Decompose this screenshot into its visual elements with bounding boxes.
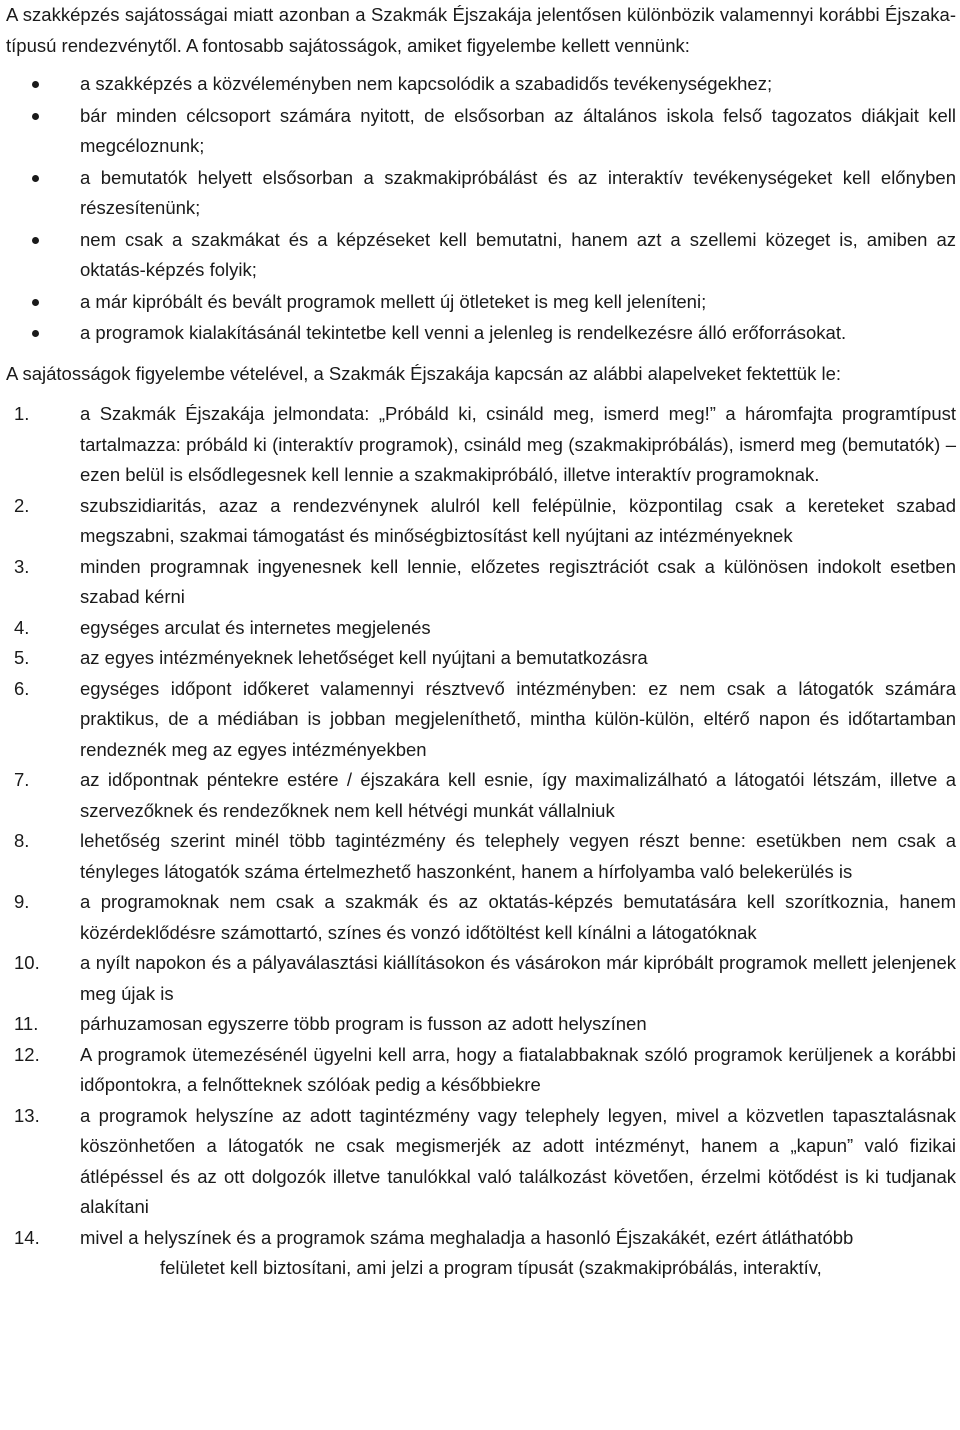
list-item: 5. az egyes intézményeknek lehetőséget kell nyújtani a bemutatkozásra — [6, 643, 960, 674]
principles-lead: A sajátosságok figyelembe vételével, a Szakmák Éjszakája kapcsán az alábbi alapelveket fektettük le: — [6, 362, 842, 384]
list-item: 14. mivel a helyszínek és a programok száma meghaladja a hasonló Éjszakákét, ezért átláthatóbb — [6, 1223, 960, 1254]
list-item: a programok kialakításánál tekintetbe kell venni a jelenleg is rendelkezésre álló erőforrásokat. — [6, 318, 960, 349]
principles-list — [6, 399, 960, 1253]
list-item: a szakképzés a közvéleményben nem kapcsolódik a szabadidős tevékenységekhez; — [6, 69, 960, 100]
list-item: a bemutatók helyett elsősorban a szakmakipróbálást és az interaktív tevékenységeket kell előnyben részesítenünk; — [6, 163, 960, 224]
list-item: 7. az időpontnak péntekre estére / éjszakára kell esnie, így maximalizálható a látogatói létszám, illetve a szervezőknek és rendezőknek nem kell hétvégi munkát vállalniuk — [6, 765, 960, 826]
list-item: bár minden célcsoport számára nyitott, de elsősorban az általános iskola felső tagozatos diákjait kell megcéloznunk; — [6, 101, 960, 162]
list-item: 1. a Szakmák Éjszakája jelmondata: „Próbáld ki, csináld meg, ismerd meg!” a háromfajta programtípust tartalmazza: próbáld ki (interaktív programok), csináld meg (szakmakipróbálás), ismerd meg (bemutatók) – ezen belül is elsődlegesnek kell lennie a szakmakipróbáló, illetve interaktív programoknak. — [6, 399, 960, 491]
list-item: 8. lehetőség szerint minél több tagintézmény és telephely vegyen részt benne: esetükben nem csak a tényleges látogatók száma értelmezhető haszonként, hanem a hírfolyamba való belekerülés is — [6, 826, 960, 887]
list-item: 12. A programok ütemezésénél ügyelni kell arra, hogy a fiatalabbaknak szóló programok kerüljenek a korábbi időpontokra, a felnőtteknek szólóak pedig a későbbiekre — [6, 1040, 960, 1101]
list-item: 11. párhuzamosan egyszerre több program is fusson az adott helyszínen — [6, 1009, 960, 1040]
bullet-icon — [32, 330, 39, 337]
list-number: 4. — [14, 616, 30, 638]
bullet-icon — [32, 175, 39, 182]
bullet-icon — [32, 299, 39, 306]
list-number: 3. — [14, 555, 30, 577]
list-number: 7. — [14, 769, 30, 790]
list-item: 6. egységes időpont időkeret valamennyi résztvevő intézményben: ez nem csak a látogatók számára praktikus, de a médiában is jobban megjeleníthető, mintha külön-külön, eltérő napon és időtartamban rendeznék meg az egyes intézményekben — [6, 674, 960, 766]
list-number: 5. — [14, 647, 30, 668]
list-item: nem csak a szakmákat és a képzéseket kell bemutatni, hanem azt a szellemi közeget is, amiben az oktatás-képzés folyik; — [6, 225, 960, 286]
continuation-line: felületet kell biztosítani, ami jelzi a program típusát (szakmakipróbálás, interaktív, — [160, 1257, 822, 1278]
list-item: 9. a programoknak nem csak a szakmák és az oktatás-képzés bemutatására kell szorítkoznia, hanem közérdeklődésre számottartó, színes és vonzó időtöltést kell kínálni a látogatóknak — [6, 887, 960, 948]
list-item: 2. szubszidiaritás, azaz a rendezvénynek alulról kell felépülnie, központilag csak a kereteket szabad megszabni, szakmai támogatást és minőségbiztosítást kell nyújtani az intézményeknek — [6, 491, 960, 552]
intro-paragraph: A szakképzés sajátosságai miatt azonban a Szakmák Éjszakája jelentősen különbözik valamennyi korábbi Éjszaka-típusú rendezvénytől. A fontosabb sajátosságok, amiket figyelembe kellett vennünk: — [6, 4, 956, 56]
list-item: 3. minden programnak ingyenesnek kell lennie, előzetes regisztrációt csak a különösen indokolt esetben szabad kérni — [6, 552, 960, 613]
list-number: 1. — [14, 403, 30, 424]
list-number: 14. — [14, 1226, 40, 1248]
list-item: a már kipróbált és bevált programok mellett új ötleteket is meg kell jeleníteni; — [6, 287, 960, 318]
list-number: 6. — [14, 677, 30, 699]
characteristics-list — [6, 69, 960, 349]
list-number: 9. — [14, 891, 30, 912]
list-number: 2. — [14, 494, 30, 516]
list-item: 10. a nyílt napokon és a pályaválasztási kiállításokon és vásárokon már kipróbált programok mellett jelenjenek meg újak is — [6, 948, 960, 1009]
list-item: 4. egységes arculat és internetes megjelenés — [6, 613, 960, 644]
list-number: 12. — [14, 1043, 40, 1065]
list-number: 8. — [14, 830, 30, 851]
bullet-icon — [32, 81, 39, 88]
list-number: 13. — [14, 1104, 40, 1126]
list-number: 11. — [14, 1013, 39, 1034]
bullet-icon — [32, 237, 39, 244]
list-number: 10. — [14, 952, 40, 973]
bullet-icon — [32, 113, 39, 120]
list-item: 13. a programok helyszíne az adott tagintézmény vagy telephely legyen, mivel a közvetlen tapasztalásnak köszönhetően a látogatók ne csak megismerjék az adott intézményt, hanem a „kapun” való fizikai átlépéssel és az ott dolgozók illetve tanulókkal való találkozást követően, érzelmi kötődést is ki tudjanak alakítani — [6, 1101, 960, 1223]
